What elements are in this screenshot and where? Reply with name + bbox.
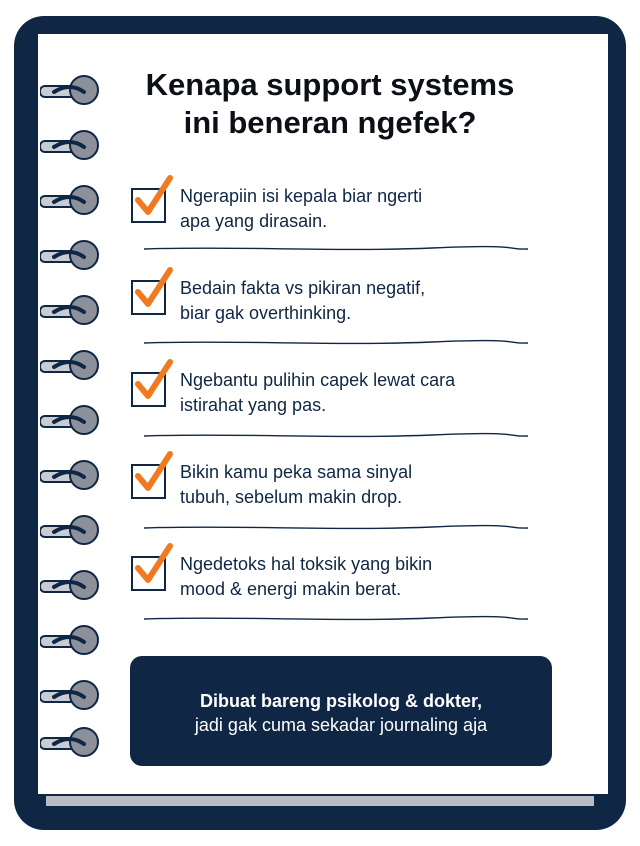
info-banner (130, 656, 552, 766)
item-line-2: tubuh, sebelum makin drop. (180, 487, 403, 507)
item-line-2: biar gak overthinking. (180, 303, 352, 323)
spiral-ring-icon (40, 565, 104, 605)
item-line-2: apa yang dirasain. (180, 211, 328, 231)
item-line-1: Ngebantu pulihin capek lewat cara (180, 370, 456, 390)
checklist-item-text (180, 184, 540, 234)
spiral-ring-icon (40, 345, 104, 385)
item-line-2: istirahat yang pas. (180, 395, 327, 415)
spiral-ring-icon (40, 722, 104, 762)
checklist-item-text (180, 460, 540, 510)
spiral-ring-icon (40, 400, 104, 440)
checkmark-icon (134, 174, 174, 220)
checklist-item (128, 552, 548, 612)
checkmark-icon (134, 450, 174, 496)
checklist-item-text (180, 368, 540, 418)
checklist-item-text (180, 276, 540, 326)
checklist-item (128, 368, 548, 428)
spiral-ring-icon (40, 125, 104, 165)
item-line-1: Ngedetoks hal toksik yang bikin (180, 554, 433, 574)
divider-line (144, 614, 528, 624)
item-line-1: Bikin kamu peka sama sinyal (180, 462, 413, 482)
banner-subtext: jadi gak cuma sekadar journaling aja (194, 715, 488, 735)
item-line-1: Ngerapiin isi kepala biar ngerti (180, 186, 423, 206)
banner-headline: Dibuat bareng psikolog & dokter, (199, 691, 483, 711)
title-line-2: ini beneran ngefek? (183, 105, 477, 140)
spiral-ring-icon (40, 455, 104, 495)
checkmark-icon (134, 542, 174, 588)
checklist-item (128, 276, 548, 336)
spiral-ring-icon (40, 180, 104, 220)
item-line-1: Bedain fakta vs pikiran negatif, (180, 278, 426, 298)
divider-line (144, 338, 528, 348)
spiral-ring-icon (40, 675, 104, 715)
item-line-2: mood & energi makin berat. (180, 579, 402, 599)
checklist-item (128, 184, 548, 244)
page-title (100, 66, 560, 142)
spiral-ring-icon (40, 235, 104, 275)
spiral-ring-icon (40, 510, 104, 550)
divider-line (144, 431, 528, 441)
checklist-item (128, 460, 548, 520)
checkmark-icon (134, 266, 174, 312)
spiral-ring-icon (40, 70, 104, 110)
title-line-1: Kenapa support systems (145, 67, 515, 102)
spiral-ring-icon (40, 620, 104, 660)
divider-line (144, 244, 528, 254)
checkmark-icon (134, 358, 174, 404)
checklist-item-text (180, 552, 540, 602)
divider-line (144, 523, 528, 533)
spiral-ring-icon (40, 290, 104, 330)
